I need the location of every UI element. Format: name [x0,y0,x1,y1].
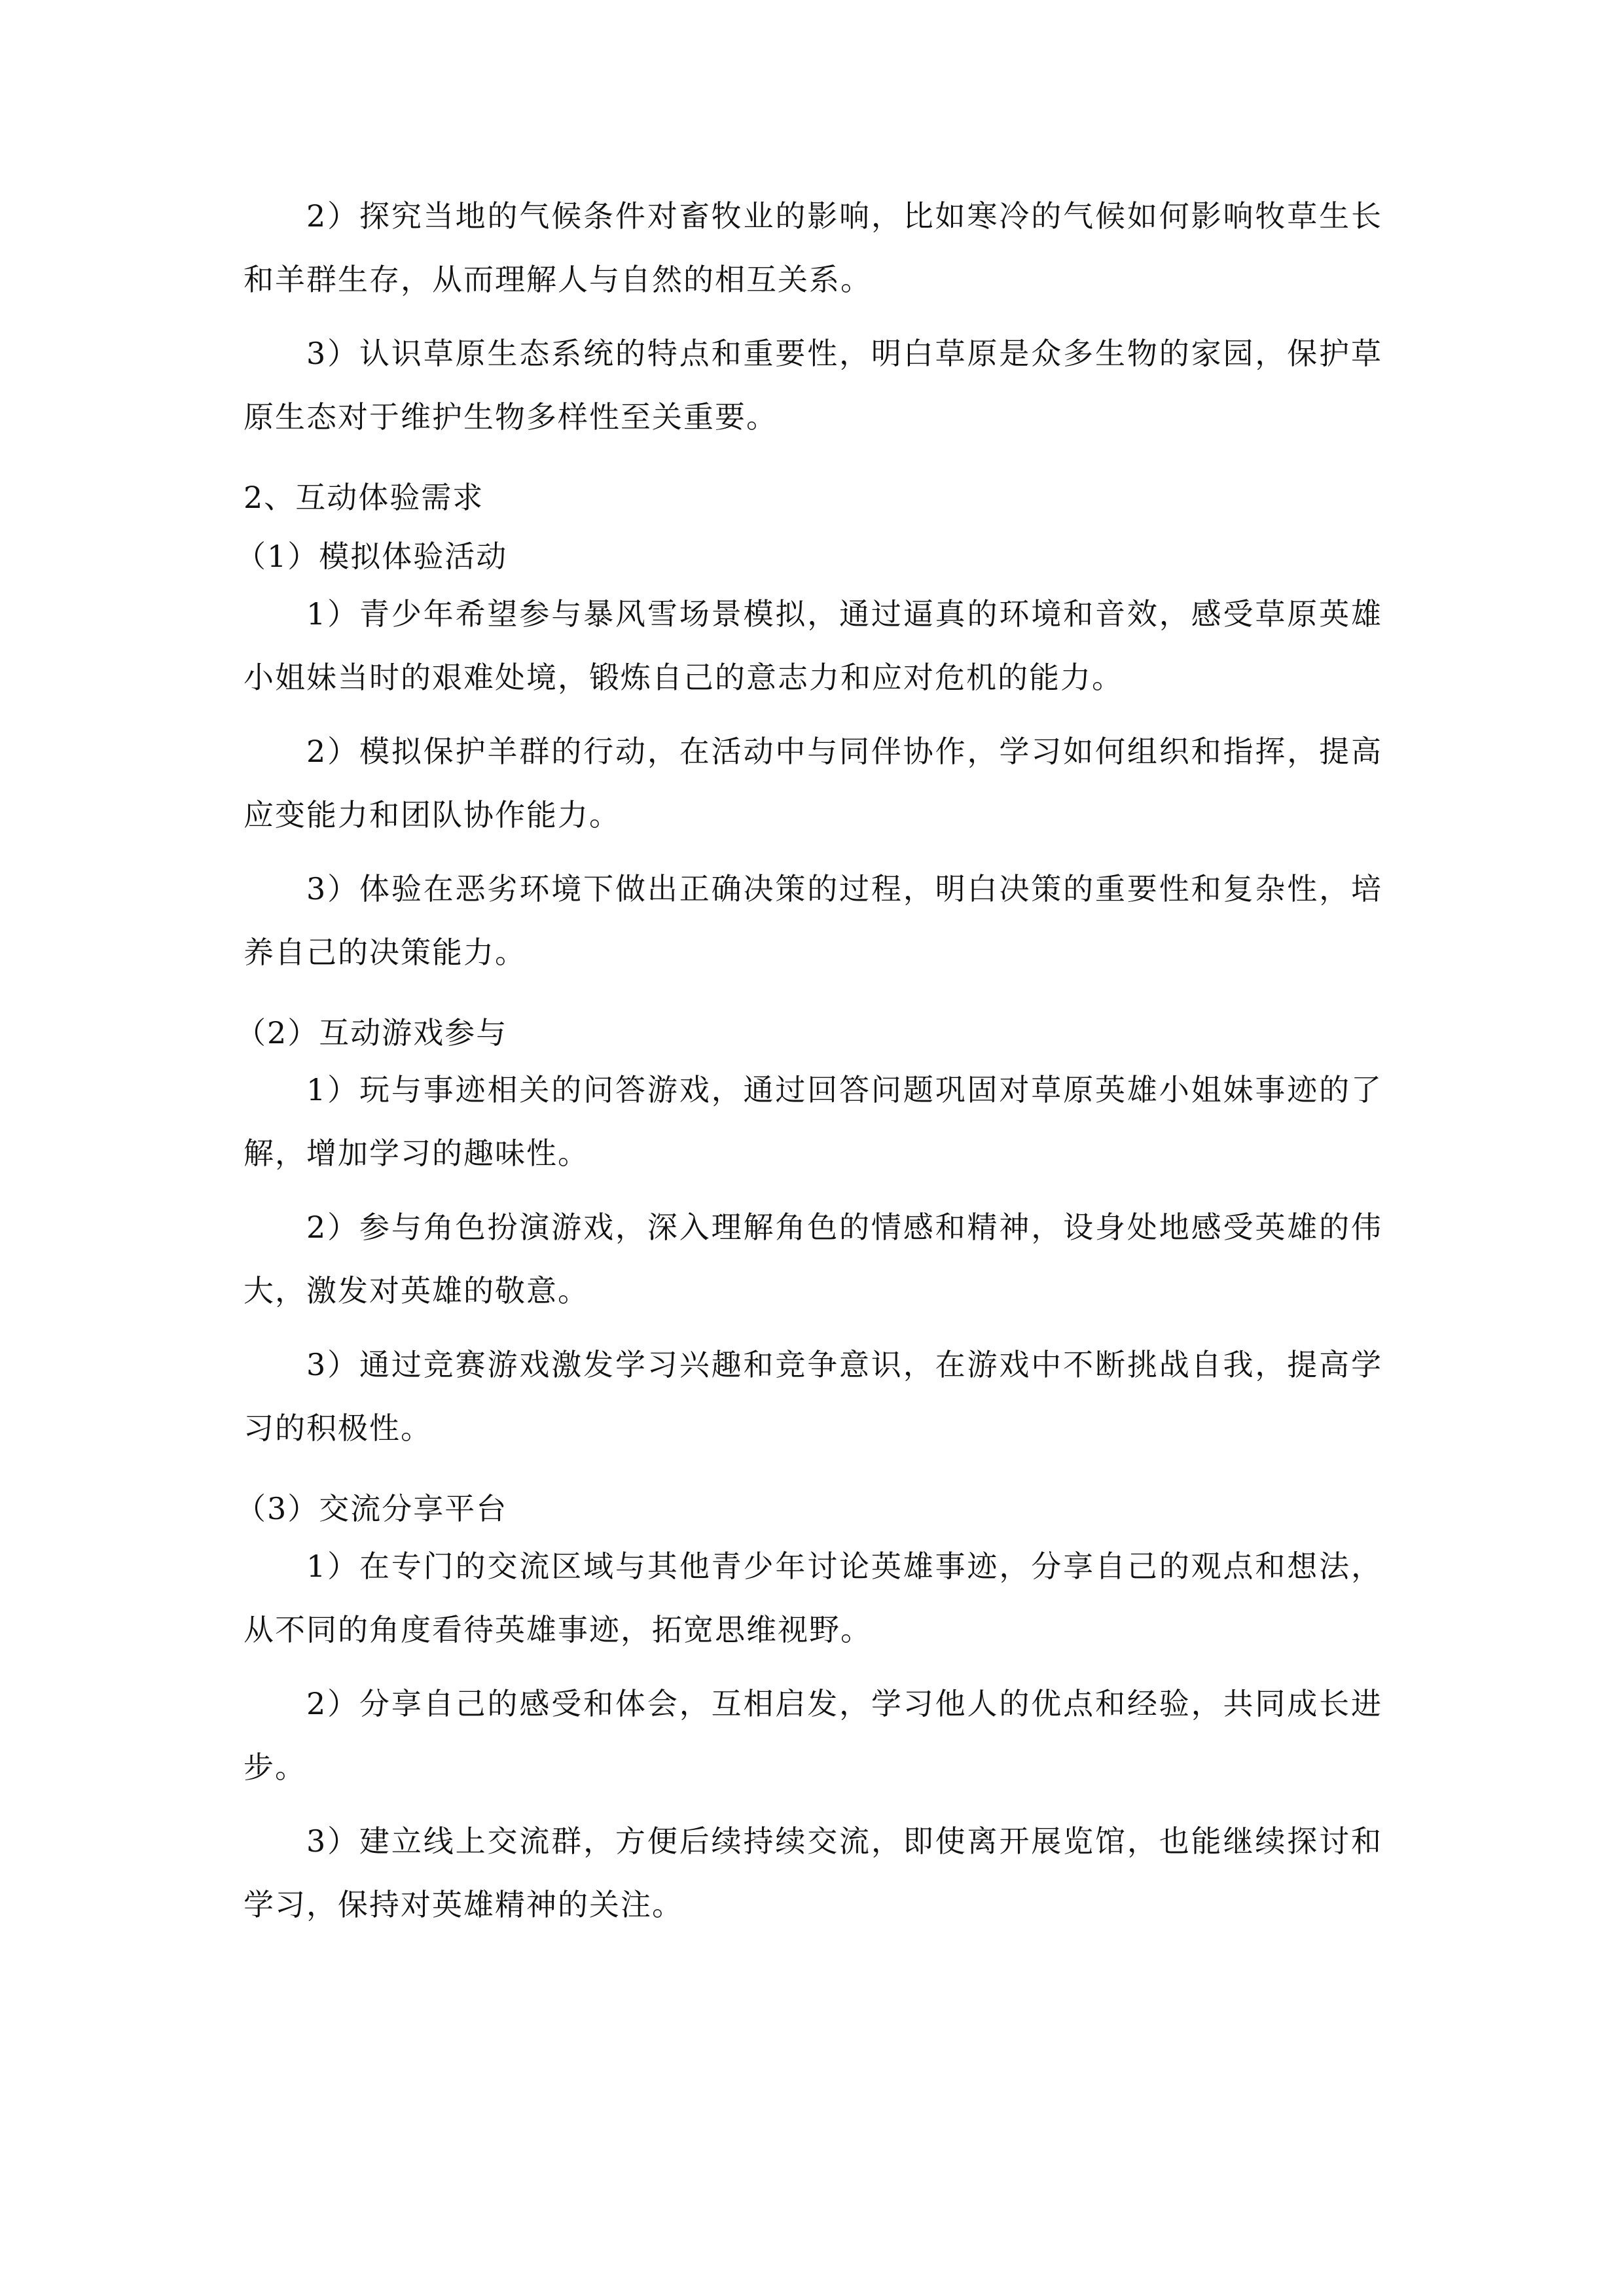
paragraph-blizzard-simulation: 1）青少年希望参与暴风雪场景模拟，通过逼真的环境和音效，感受草原英雄小姐妹当时的艰难处境，锻炼自己的意志力和应对危机的能力。 [244,596,1382,695]
paragraph-climate-impact: 2）探究当地的气候条件对畜牧业的影响，比如寒冷的气候如何影响牧草生长和羊群生存，从而理解人与自然的相互关系。 [244,198,1382,297]
paragraph-share-feelings: 2）分享自己的感受和体会，互相启发，学习他人的优点和经验，共同成长进步。 [244,1686,1382,1785]
paragraph-role-play: 2）参与角色扮演游戏，深入理解角色的情感和精神，设身处地感受英雄的伟大，激发对英雄的敬意。 [244,1210,1382,1308]
paragraph-grassland-ecosystem: 3）认识草原生态系统的特点和重要性，明白草原是众多生物的家园，保护草原生态对于维护生物多样性至关重要。 [244,336,1382,435]
paragraph-competition-game: 3）通过竞赛游戏激发学习兴趣和竞争意识，在游戏中不断挑战自我，提高学习的积极性。 [244,1347,1382,1446]
paragraph-online-group: 3）建立线上交流群，方便后续持续交流，即使离开展览馆，也能继续探讨和学习，保持对英雄精神的关注。 [244,1823,1382,1922]
paragraph-protect-flock: 2）模拟保护羊群的行动，在活动中与同伴协作，学习如何组织和指挥，提高应变能力和团队协作能力。 [244,734,1382,833]
subheading-simulation-activities: （1）模拟体验活动 [236,539,508,574]
paragraph-decision-making: 3）体验在恶劣环境下做出正确决策的过程，明白决策的重要性和复杂性，培养自己的决策能力。 [244,871,1382,970]
paragraph-discussion-area: 1）在专门的交流区域与其他青少年讨论英雄事迹，分享自己的观点和想法，从不同的角度看待英雄事迹，拓宽思维视野。 [244,1549,1382,1647]
paragraph-quiz-game: 1）玩与事迹相关的问答游戏，通过回答问题巩固对草原英雄小姐妹事迹的了解，增加学习的趣味性。 [244,1072,1382,1171]
subheading-interactive-games: （2）互动游戏参与 [236,1015,508,1050]
section-heading-interactive-needs: 2、互动体验需求 [244,480,484,515]
subheading-sharing-platform: （3）交流分享平台 [236,1491,508,1526]
